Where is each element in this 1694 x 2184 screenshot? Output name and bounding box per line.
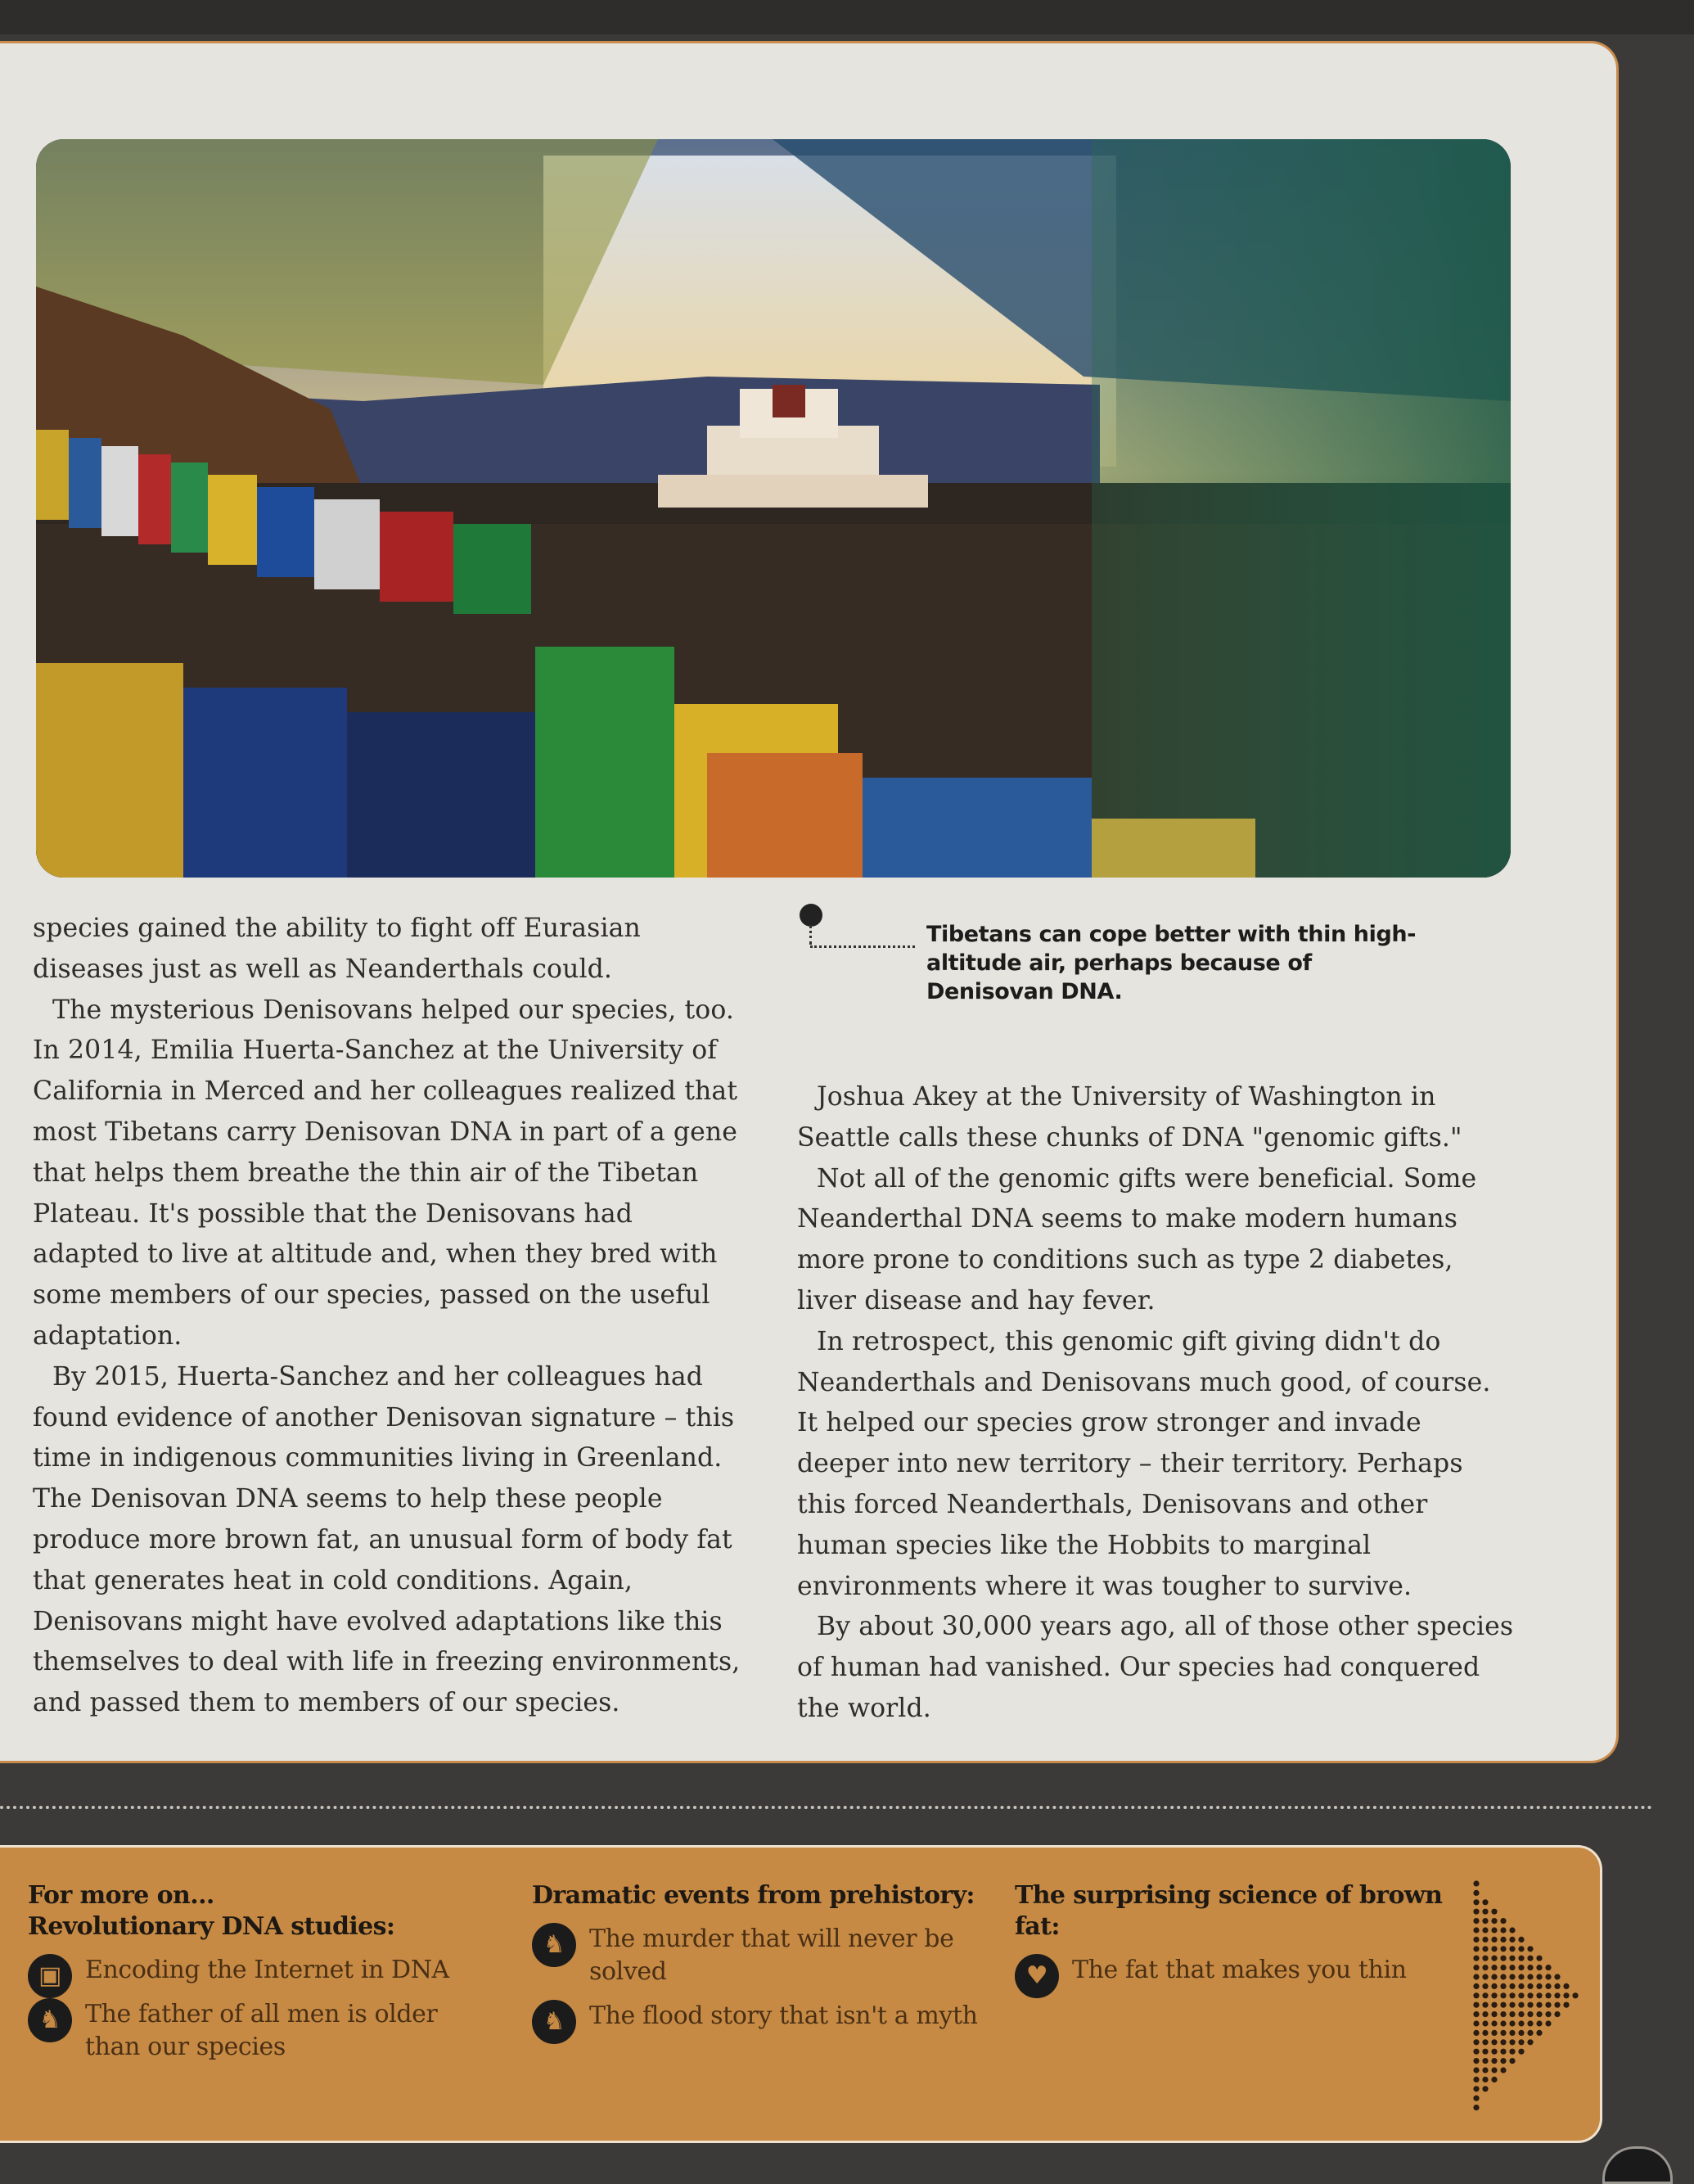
more-heading-dna: Revolutionary DNA studies: (28, 1912, 395, 1941)
link-label: The flood story that isn't a myth (589, 2001, 978, 2030)
more-column-prehistory (532, 1880, 990, 2036)
more-heading-brown-fat: The surprising science of brown fat: (1015, 1881, 1443, 1941)
article-right-column (797, 1077, 1517, 1730)
link-father-of-all-men[interactable] (28, 1998, 486, 2064)
link-murder[interactable] (532, 1923, 990, 1988)
more-column-dna (28, 1880, 486, 2064)
page-number-tab (1602, 2146, 1673, 2184)
more-heading-prehistory: Dramatic events from prehistory: (532, 1881, 975, 1910)
link-flood-story[interactable] (532, 2000, 990, 2036)
link-fat-makes-you-thin[interactable] (1015, 1954, 1473, 1990)
link-label: The father of all men is older than our species (85, 2000, 438, 2061)
link-label: The fat that makes you thin (1072, 1956, 1407, 1984)
running-human-icon: ♞ (28, 1998, 72, 2042)
more-heading-intro: For more on... (28, 1881, 214, 1910)
running-human-icon: ♞ (532, 2000, 576, 2044)
top-frame (0, 0, 1694, 34)
right-paragraph-2: Not all of the genomic gifts were beneficial. Some Neanderthal DNA seems to make modern humans more prone to conditions such as type 2 diabetes, liver disease and hay fever. (797, 1163, 1477, 1315)
photo-illustration (36, 139, 1511, 878)
more-on-box (0, 1845, 1602, 2143)
caption-dot-icon (800, 904, 822, 927)
right-paragraph-4: By about 30,000 years ago, all of those other species of human had vanished. Our species had conquered the world. (797, 1612, 1514, 1723)
caption-leader-line (809, 925, 812, 945)
article-left-column (33, 909, 745, 1724)
left-paragraph-1: species gained the ability to fight off Eurasian diseases just as well as Neanderthals could. (33, 914, 641, 984)
link-label: The murder that will never be solved (589, 1925, 954, 1986)
dotted-separator (0, 1806, 1653, 1809)
more-column-brown-fat (1015, 1880, 1473, 1990)
heart-icon: ♥ (1015, 1954, 1059, 1998)
right-paragraph-3: In retrospect, this genomic gift giving didn't do Neanderthals and Denisovans much good, of course. It helped our species grow stronger and invade deeper into new territory – their territory. Perhaps this forced Neanderthals, Denisovans and other human species like the Hobbits to marginal environments where it was tougher to survive. (797, 1326, 1491, 1601)
running-human-icon: ♞ (532, 1923, 576, 1967)
link-label: Encoding the Internet in DNA (85, 1956, 449, 1984)
caption-leader-line-horizontal (810, 945, 915, 948)
next-arrow-icon[interactable] (1470, 1877, 1584, 2114)
photo-caption: Tibetans can cope better with thin high-altitude air, perhaps because of Denisovan DNA. (926, 922, 1417, 1004)
right-paragraph-1: Joshua Akey at the University of Washington in Seattle calls these chunks of DNA "genomic gifts." (797, 1082, 1462, 1153)
left-paragraph-3: By 2015, Huerta-Sanchez and her colleagues had found evidence of another Denisovan signature – this time in indigenous communities living in Greenland. The Denisovan DNA seems to help these people produce more brown fat, an unusual form of body fat that generates heat in cold conditions. Again, Denisovans might have evolved adaptations like this themselves to deal with life in freezing environments, and passed them to members of our species. (33, 1361, 741, 1718)
dna-chip-icon: ▣ (28, 1954, 72, 1998)
link-encoding-internet[interactable] (28, 1954, 486, 1990)
left-paragraph-2: The mysterious Denisovans helped our species, too. In 2014, Emilia Huerta-Sanchez at the University of California in Merced and her colleagues realized that most Tibetans carry Denisovan DNA in part of a gene that helps them breathe the thin air of the Tibetan Plateau. It's possible that the Denisovans had adapted to live at altitude and, when they bred with some members of our species, passed on the useful adaptation. (33, 995, 738, 1351)
potala-palace-photo (36, 139, 1511, 878)
